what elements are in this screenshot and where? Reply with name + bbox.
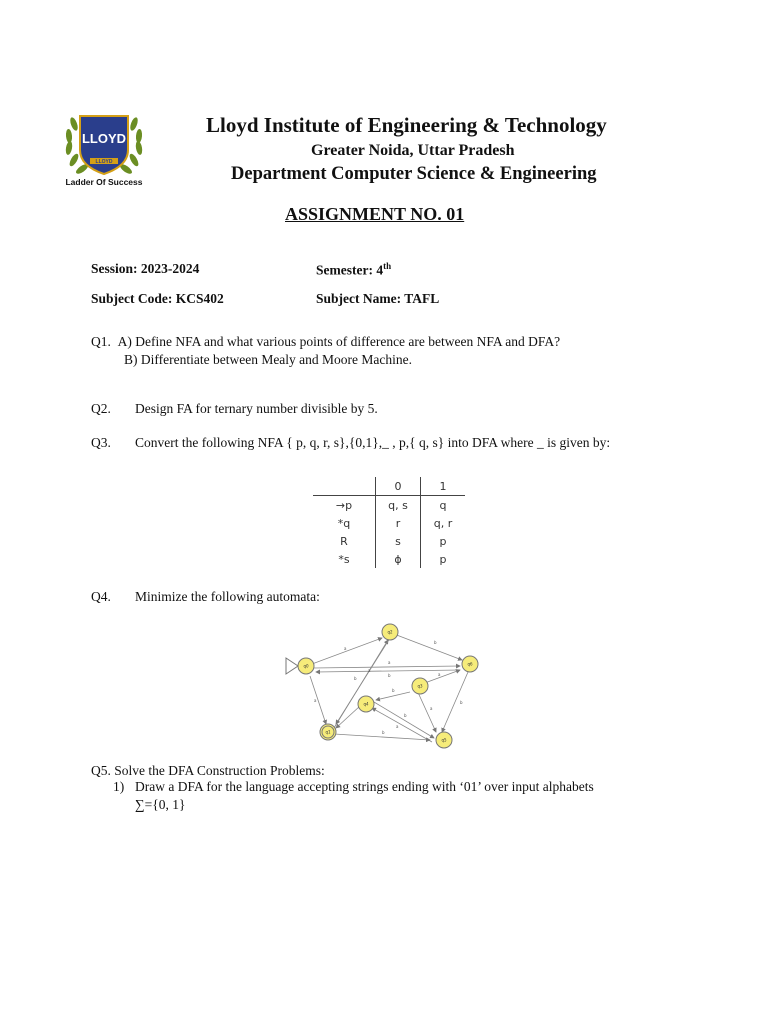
question-5-1: Draw a DFA for the language accepting strings ending with ‘01’ over input alphabets [135,779,594,794]
subject-code: Subject Code: KCS402 [91,291,224,306]
question-1a: Q1. A) Define NFA and what various points of difference are between NFA and DFA? [91,334,561,349]
logo-tagline: Ladder Of Success [65,177,143,187]
table-header-row [313,477,465,496]
subject-name: Subject Name: TAFL [316,291,440,306]
table-cell: ϕ [376,550,421,568]
edge-label: a [344,646,347,651]
logo-text: LLOYD [81,131,127,146]
table-cell: *s [313,550,376,568]
transition-table [313,477,465,568]
assignment-title: ASSIGNMENT NO. 01 [285,204,465,224]
question-3: Convert the following NFA { p, q, r, s},{0,1},_ , p,{ q, s} into DFA where _ is given by: [135,435,611,450]
question-2-number: Q2. [91,401,111,416]
question-4: Minimize the following automata: [135,589,320,604]
table-header-cell: 1 [421,477,466,496]
table-row [313,514,465,532]
edge-label: a [368,668,371,673]
table-cell: →p [313,496,376,515]
session-label: Session: 2023-2024 [91,261,200,276]
question-5-1-alphabet: ∑={0, 1} [135,797,186,812]
question-3-number: Q3. [91,435,111,450]
edge-label: b [404,713,407,718]
state-label: q3 [417,683,423,689]
start-arrow-icon [286,658,298,674]
table-cell: q, r [433,516,453,530]
table-cell: s [376,532,421,550]
edge-labels [314,640,463,735]
state-label: q1 [325,729,331,735]
question-5-1-number: 1) [113,779,125,794]
table-cell: q [439,498,447,512]
question-2: Design FA for ternary number divisible by 5. [135,401,378,416]
edge-label: b [388,673,391,678]
state-label: q4 [363,701,369,707]
table-cell: q, s [376,496,421,515]
table-row [313,496,465,515]
department-name: Department Computer Science & Engineering [231,164,597,184]
table-cell: *q [313,514,376,532]
edge-label: b [460,700,463,705]
table-row [313,550,465,568]
institute-location: Greater Noida, Uttar Pradesh [311,142,515,159]
question-1b: B) Differentiate between Mealy and Moore Machine. [124,352,413,367]
edge-label: b [434,640,437,645]
state-label: q0 [303,663,309,669]
edge-label: a [396,724,399,729]
question-4-number: Q4. [91,589,111,604]
table-cell: r [376,514,421,532]
table-row [313,532,465,550]
table-cell: p [439,552,447,566]
state-label: q5 [441,737,447,743]
edge-label: b [392,688,395,693]
logo-small-text: LLOYD [95,159,113,165]
edge-label: a [438,672,441,677]
edge-label: a [430,706,433,711]
state-label: q2 [387,629,393,635]
edge-label: a [314,698,317,703]
table-header-cell [313,477,376,496]
automaton-diagram [284,620,494,752]
table-cell: R [313,532,376,550]
question-5: Q5. Solve the DFA Construction Problems: [91,763,325,778]
edge-label: a [388,660,391,665]
table-header-cell: 0 [376,477,421,496]
edge-label: b [354,676,357,681]
state-label: q6 [467,661,473,667]
semester-superscript: th [383,261,392,271]
college-logo [60,106,148,188]
table-cell: p [439,534,447,548]
semester-label: Semester: 4th [316,261,392,278]
institute-name: Lloyd Institute of Engineering & Technology [206,113,607,137]
edge-label: b [382,730,385,735]
